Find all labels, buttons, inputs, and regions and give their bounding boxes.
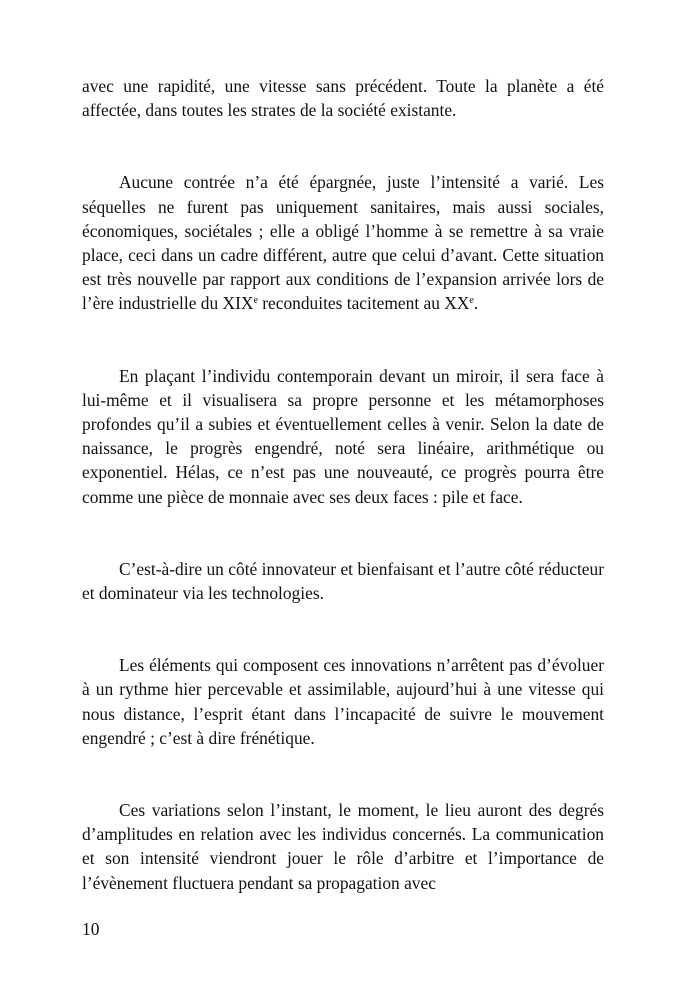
paragraph-gap xyxy=(82,605,604,653)
paragraph-2 xyxy=(82,170,604,315)
paragraph-2-mid: reconduites tacitement au XX xyxy=(257,293,470,314)
paragraph-gap xyxy=(82,122,604,170)
paragraph-gap xyxy=(82,316,604,364)
paragraph-gap xyxy=(82,509,604,557)
paragraph-6-text: Ces variations selon l’instant, le moment, le lieu auront des degrés d’amplitudes en relation avec les individus concernés. La communication et son intensité viendront jouer le rôle d’arbitre et l’importance de l’évènement fluctuera pendant sa propagation avec xyxy=(82,800,604,893)
paragraph-3 xyxy=(82,364,604,509)
paragraph-5 xyxy=(82,653,604,750)
paragraph-5-text: Les éléments qui composent ces innovations n’arrêtent pas d’évoluer à un rythme hier percevable et assimilable, aujourd’hui à une vitesse qui nous distance, l’esprit étant dans l’incapacité de suivre le mouvement engendré ; c’est à dire frénétique. xyxy=(82,655,604,748)
paragraph-4 xyxy=(82,557,604,605)
paragraph-2-end: . xyxy=(473,293,479,314)
paragraph-4-text: C’est-à-dire un côté innovateur et bienfaisant et l’autre côté réducteur et dominateur via les technologies. xyxy=(82,558,604,604)
paragraph-gap xyxy=(82,750,604,798)
superscript-e-1: e xyxy=(253,295,258,307)
document-page xyxy=(82,74,604,895)
superscript-e-2: e xyxy=(469,295,474,307)
paragraph-3-text: En plaçant l’individu contemporain devant un miroir, il sera face à lui-même et il visualisera sa propre personne et les métamorphoses profondes qu’il a subies et éventuellement celles à venir. Selon la date de naissance, le progrès engendré, noté sera linéaire, arithmétique ou exponentiel. Hélas, ce n’est pas une nouveauté, ce progrès pourra être comme une pièce de monnaie avec ses deux faces : pile et face. xyxy=(82,365,604,507)
paragraph-1 xyxy=(82,74,604,122)
paragraph-6 xyxy=(82,798,604,895)
page-number: 10 xyxy=(82,919,100,939)
paragraph-2-text: Aucune contrée n’a été épargnée, juste l’intensité a varié. Les séquelles ne furent pas uniquement sanitaires, mais aussi sociales, économiques, sociétales ; elle a obligé l’homme à se remettre à sa vraie place, ceci dans un cadre différent, autre que celui d’avant. Cette situation est très nouvelle par rapport aux conditions de l’expansion arrivée lors de l’ère industrielle du XIX xyxy=(82,172,604,314)
paragraph-1-text: avec une rapidité, une vitesse sans précédent. Toute la planète a été affectée, dans toutes les strates de la société existante. xyxy=(82,76,604,121)
